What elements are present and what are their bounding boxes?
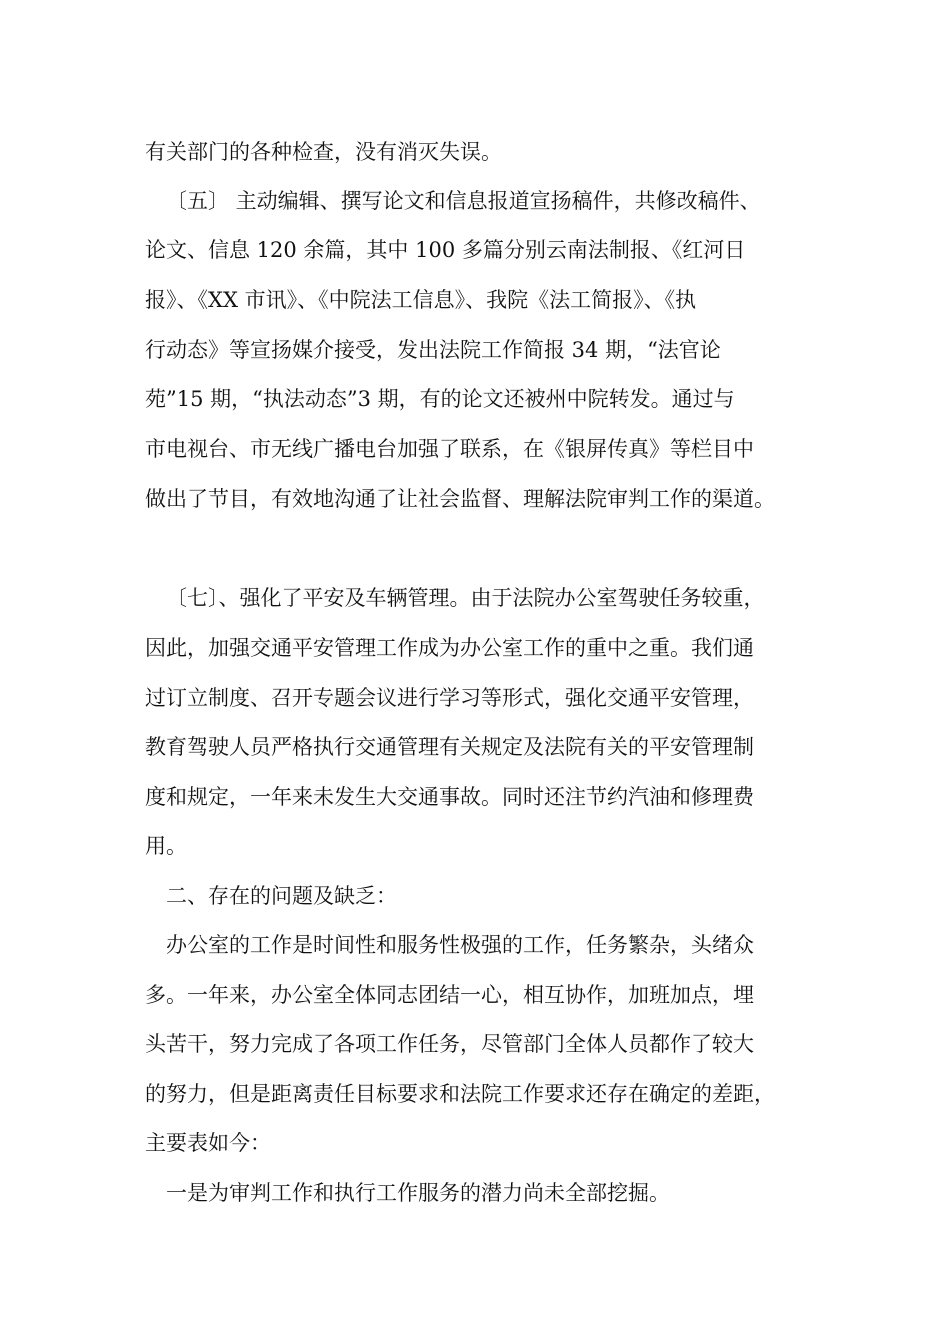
text-line: 用。: [145, 834, 187, 858]
text-line: 主要表如今：: [145, 1131, 271, 1155]
text-line: 因此，加强交通平安管理工作成为办公室工作的重中之重。我们通: [145, 636, 754, 660]
text-line: 多。一年来，办公室全体同志团结一心，相互协作，加班加点，埋: [145, 983, 754, 1007]
text-line: 市电视台、市无线广播电台加强了联系，在《银屏传真》等栏目中: [145, 437, 754, 461]
text-line: 苑”15 期，“执法动态”3 期，有的论文还被州中院转发。通过与: [145, 387, 735, 411]
text-line: 报》、《XX 市讯》、《中院法工信息》、我院《法工简报》、《执: [145, 288, 697, 312]
text-line: 头苦干，努力完成了各项工作任务，尽管部门全体人员都作了较大: [145, 1032, 754, 1056]
text-line: 度和规定，一年来未发生大交通事故。同时还注节约汽油和修理费: [145, 785, 754, 809]
text-line: 行动态》等宣扬媒介接受，发出法院工作简报 34 期，“法官论: [145, 338, 721, 362]
text-line: 〔五〕 主动编辑、撰写论文和信息报道宣扬稿件，共修改稿件、: [166, 189, 761, 213]
text-line: 一是为审判工作和执行工作服务的潜力尚未全部挖掘。: [166, 1181, 670, 1205]
text-line: 教育驾驶人员严格执行交通管理有关规定及法院有关的平安管理制: [145, 735, 754, 759]
text-line: 有关部门的各种检查，没有消灭失误。: [145, 140, 502, 164]
text-line: 过订立制度、召开专题会议进行学习等形式，强化交通平安管理，: [145, 686, 754, 710]
text-line: 做出了节目，有效地沟通了让社会监督、理解法院审判工作的渠道。: [145, 487, 775, 511]
text-line: 〔七〕、强化了平安及车辆管理。由于法院办公室驾驶任务较重，: [166, 586, 765, 610]
text-line: 的努力，但是距离责任目标要求和法院工作要求还存在确定的差距，: [145, 1082, 775, 1106]
text-line: 办公室的工作是时间性和服务性极强的工作，任务繁杂，头绪众: [166, 933, 754, 957]
section-heading: 二、存在的问题及缺乏：: [166, 884, 397, 908]
text-line: 论文、信息 120 余篇，其中 100 多篇分别云南法制报、《红河日: [145, 238, 746, 262]
